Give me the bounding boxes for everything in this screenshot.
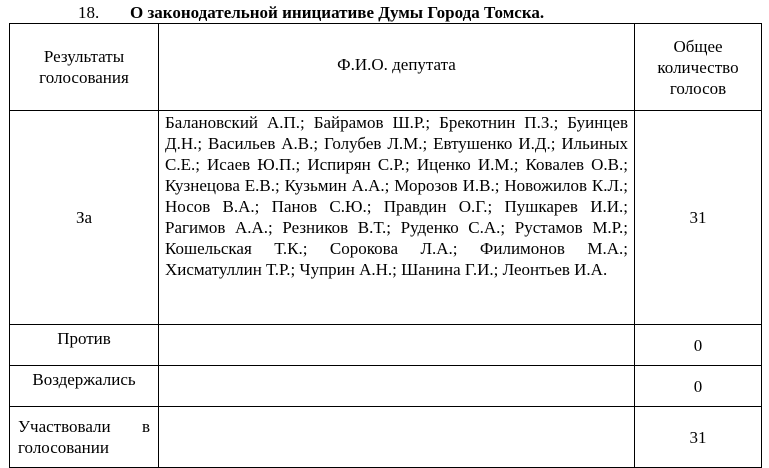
table-row: [10, 407, 762, 468]
row-deputy-names: [159, 325, 635, 366]
header-results-line: голосования: [39, 68, 129, 87]
header-total-line: Общее: [673, 36, 723, 56]
item-heading: [78, 2, 544, 24]
header-total: [635, 24, 762, 111]
item-number: 18.: [78, 3, 100, 22]
row-label: Против: [10, 325, 159, 366]
row-vote-count: 0: [635, 366, 762, 407]
table-header-row: [10, 24, 762, 111]
header-results-line: Результаты: [43, 47, 125, 66]
row-deputy-names: [159, 366, 635, 407]
header-total-line: голосов: [669, 78, 727, 98]
row-label: Участвовали в голосовании: [10, 407, 159, 468]
row-vote-count: 31: [635, 111, 762, 325]
voting-results-table: [9, 23, 762, 468]
row-vote-count: 31: [635, 407, 762, 468]
row-label: За: [10, 111, 159, 325]
row-deputy-names: Балановский А.П.; Байрамов Ш.Р.; Брекотнин П.З.; Буинцев Д.Н.; Васильев А.В.; Голубев Л.М.; Евтушенко И.Д.; Ильиных С.Е.; Исаев Ю.П.; Испирян С.Р.; Иценко И.М.; Ковалев О.В.; Кузнецова Е.В.; Кузьмин А.А.; Морозов И.В.; Новожилов К.Л.; Носов В.А.; Панов С.Ю.; Правдин О.Г.; Пушкарев И.И.; Рагимов А.А.; Резников В.Т.; Руденко С.А.; Рустамов М.Р.; Кошельская Т.К.; Сорокова Л.А.; Филимонов М.А.; Хисматуллин Т.Р.; Чуприн А.Н.; Шанина Г.И.; Леонтьев И.А.: [159, 111, 635, 325]
row-label: Воздержались: [10, 366, 159, 407]
row-vote-count: 0: [635, 325, 762, 366]
table-row: [10, 325, 762, 366]
header-names: Ф.И.О. депутата: [159, 24, 635, 111]
header-results: [10, 24, 159, 111]
item-title: О законодательной инициативе Думы Города Томска.: [130, 3, 545, 22]
table-row: [10, 111, 762, 325]
header-total-line: количество: [657, 57, 739, 77]
table-row: [10, 366, 762, 407]
row-deputy-names: [159, 407, 635, 468]
